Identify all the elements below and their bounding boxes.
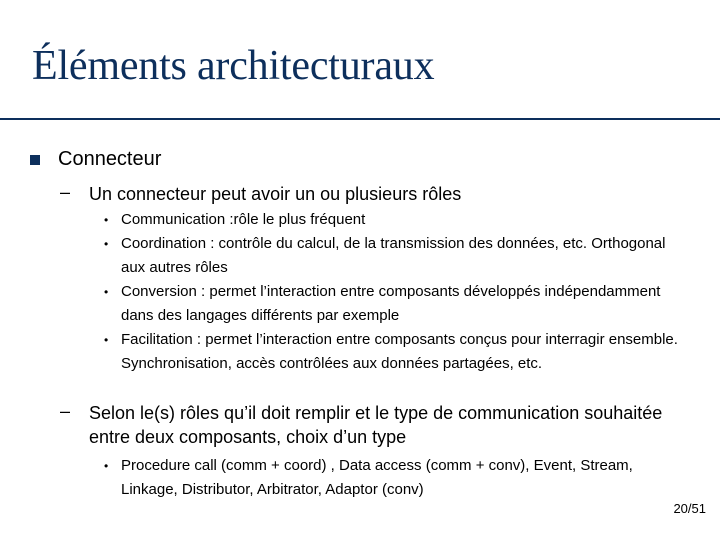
dot-bullet-icon: • [104,237,109,251]
role-coordination: Coordination : contrôle du calcul, de la transmission des données, etc. Orthogonal aux autres rôles [121,235,666,276]
dash-icon: – [60,182,71,202]
dash-icon: – [60,401,71,421]
sub-bullet-roles: Un connecteur peut avoir un ou plusieurs rôles [89,184,462,204]
slide-title: Éléments architecturaux [32,43,435,89]
role-facilitation: Facilitation : permet l’interaction entre composants conçus pour interragir ensemble. Synchronisation, accès contrôlées aux données partagées, etc. [121,331,678,372]
role-communication: Communication :rôle le plus fréquent [121,211,366,228]
dot-bullet-icon: • [104,285,109,299]
dot-bullet-icon: • [104,213,109,227]
title-divider [0,118,720,120]
role-conversion: Conversion : permet l’interaction entre composants développés indépendamment dans des langages différents par exemple [121,283,661,324]
dot-bullet-icon: • [104,333,109,347]
square-bullet-icon [30,155,40,165]
page-number: 20/51 [673,501,706,516]
bullet-connecteur: Connecteur [58,148,162,170]
connector-types: Procedure call (comm + coord) , Data access (comm + conv), Event, Stream, Linkage, Distributor, Arbitrator, Adaptor (conv) [121,457,633,498]
sub-bullet-choix-type: Selon le(s) rôles qu’il doit remplir et le type de communication souhaitée entre deux composants, choix d’un type [89,403,663,447]
dot-bullet-icon: • [104,459,109,473]
